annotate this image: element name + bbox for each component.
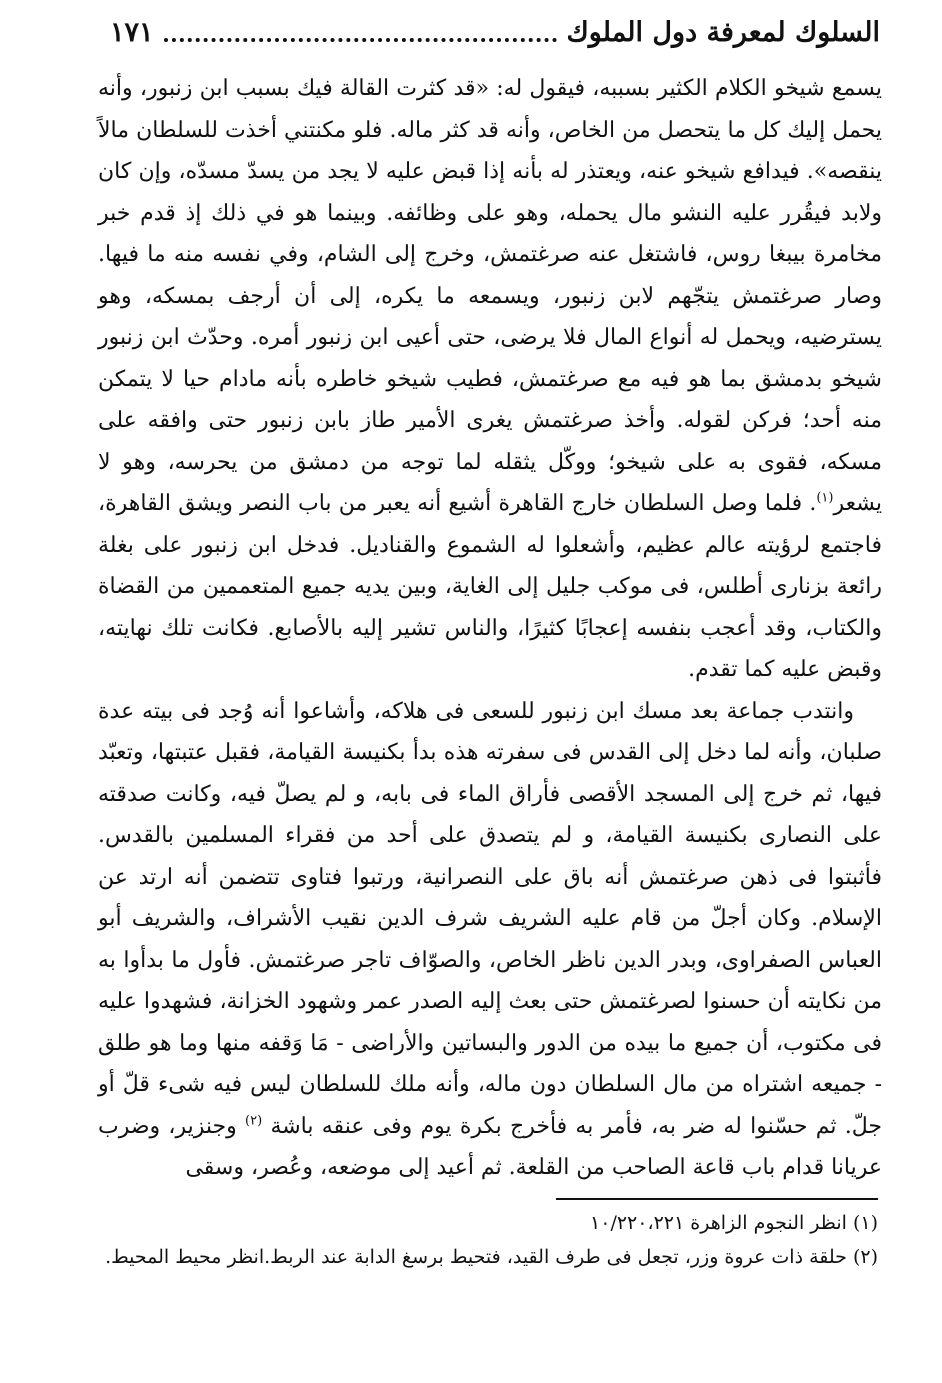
- paragraph-1-text: يسمع شيخو الكلام الكثير بسببه، فيقول له: «قد كثرت القالة فيك بسبب ابن زنبور، وأنه يحمل إليك كل ما يتحصل من الخاص، وأنه قد كثر ماله. فلو مكنتني أخذت للسلطان مالاً ينقصه». فيدافع شيخو عنه، ويعتذر له بأنه إذا قبض عليه لا يجد من يسدّ مسدّه، وإن كان ولابد فيقُرر عليه النشو مال يحمله، وهو على وظائفه. وبينما هو في ذلك إذ قدم خبر مخامرة بيبغا روس، فاشتغل عنه صرغتمش، وخرج إلى الشام، وفي نفسه منه ما فيها. وصار صرغتمش يتجّهم لابن زنبور، ويسمعه ما يكره، إلى أن أرجف بمسكه، وهو يسترضيه، ويحمل له أنواع المال فلا يرضى، حتى أعيى ابن زنبور أمره. وحدّث ابن زنبور شيخو بدمشق بما هو فيه مع صرغتمش، فطيب شيخو خاطره بأنه مادام حيا لا يتمكن منه أحد؛ فركن لقوله. وأخذ صرغتمش يغرى الأمير طاز بابن زنبور حتى وافقه على مسكه، فقوى به على شيخو؛ ووكّل يثقله لما توجه من دمشق من يحرسه، وهو لا يشعر: [98, 76, 882, 516]
- paragraph-2b-text: وجنزير، وضرب عريانا قدام باب قاعة الصاحب من القلعة. ثم أعيد إلى موضعه، وعُصر، وسقى: [98, 1113, 882, 1180]
- paragraph-1b-text: فلما وصل السلطان خارج القاهرة أشيع أنه يعبر من باب النصر ويشق القاهرة، فاجتمع لرؤيته عالم عظيم، وأشعلوا له الشموع والقناديل. فدخل ابن زنبور على بغلة رائعة بزنارى أطلس، فى موكب جليل إلى الغاية، وبين يديه جميع المتعممين من القضاة والكتاب، وقد أعجب بنفسه إعجابًا كثيرًا، والناس تشير إليه بالأصابع. فكانت تلك نهايته، وقبض عليه كما تقدم.: [98, 491, 882, 682]
- header-dot-leader: [164, 38, 557, 42]
- paragraph-2: [98, 691, 882, 1189]
- footnote-separator: [556, 1198, 878, 1200]
- footnote-2: (٢) حلقة ذات عروة وزر، تجعل فى طرف القيد، فتحيط برسغ الدابة عند الربط.انظر محيط المحيط.: [105, 1246, 878, 1268]
- page-number: ١٧١: [110, 16, 154, 48]
- footnote-1: (١) انظر النجوم الزاهرة ١٠/٢٢٠،٢٢١: [590, 1212, 878, 1234]
- footnotes: [98, 1206, 878, 1274]
- main-text: [98, 68, 882, 1189]
- footnote-marker-2: (٢): [245, 1113, 263, 1129]
- paragraph-2-text: وانتدب جماعة بعد مسك ابن زنبور للسعى فى هلاكه، وأشاعوا أنه وُجد فى بيته عدة صلبان، وأنه لما دخل إلى القدس فى سفرته هذه بدأ بكنيسة القيامة، فقبل عتبتها، وتعبّد فيها، ثم خرج إلى المسجد الأقصى فأراق الماء فى بابه، و لم يصلّ فيه، وكانت صدقته على النصارى بكنيسة القيامة، و لم يتصدق على أحد من فقراء المسلمين بالقدس. فأثبتوا فى ذهن صرغتمش أنه باق على النصرانية، ورتبوا فتاوى تتضمن أنه ارتد عن الإسلام. وكان أجلّ من قام عليه الشريف شرف الدين نقيب الأشراف، والشريف أبو العباس الصفراوى، وبدر الدين ناظر الخاص، والصوّاف تاجر صرغتمش. فأول ما بدأوا به من نكايته أن حسنوا لصرغتمش حتى بعث إليه الصدر عمر وشهود الخزانة، فشهدوا عليه فى مكتوب، أن جميع ما بيده من الدور والبساتين والأراضى - مَا وَقفه منها وما هو طلق - جميعه اشتراه من مال السلطان دون ماله، وأنه ملك للسلطان ليس فيه شىء قلّ أو جلّ. ثم حسّنوا له ضر به، فأمر به فأخرج بكرة يوم وفى عنقه باشة: [98, 698, 882, 1139]
- footnote-marker-1: (١): [816, 490, 834, 506]
- running-header: [110, 10, 880, 54]
- book-title: السلوك لمعرفة دول الملوك: [566, 16, 880, 48]
- paragraph-1: يسمع شيخو الكلام الكثير بسببه، فيقول له: «قد كثرت القالة فيك بسبب ابن زنبور، وأنه يحمل إليك كل ما يتحصل من الخاص، وأنه قد كثر ماله. فلو مكنتني أخذت للسلطان مالاً ينقصه». فيدافع شيخو عنه، ويعتذر له بأنه إذا قبض عليه لا يجد من يسدّ مسدّه، وإن كان ولابد فيقُرر عليه النشو مال يحمله، وهو على وظائفه. وبينما هو في ذلك إذ قدم خبر مخامرة بيبغا روس، فاشتغل عنه صرغتمش، وخرج إلى الشام، وفي نفسه منه ما فيها. وصار صرغتمش يتجّهم لابن زنبور، ويسمعه ما يكره، إلى أن أرجف بمسكه، وهو يسترضيه، ويحمل له أنواع المال فلا يرضى، حتى أعيى ابن زنبور أمره. وحدّث ابن زنبور شيخو بدمشق بما هو فيه مع صرغتمش، فطيب شيخو خاطره بأنه مادام حيا لا يتمكن منه أحد؛ فركن لقوله. وأخذ صرغتمش يغرى الأمير طاز بابن زنبور حتى وافقه على مسكه، فقوى به على شيخو؛ ووكّل يثقله لما توجه من دمشق من يحرسه، وهو لا يشعر$^{(١)}$. فلما وصل السلطان خارج القاهرة أشيع أنه يعبر من باب النصر ويشق القاهرة، فاجتمع لرؤيته عالم عظيم، وأشعلوا له الشموع والقناديل. فدخل ابن زنبور على بغلة رائعة بزنارى أطلس، فى موكب جليل إلى الغاية، وبين يديه جميع المتعممين من القضاة والكتاب، وقد أعجب بنفسه إعجابًا كثيرًا، والناس تشير إليه بالأصابع. فكانت تلك نهايته، وقبض عليه كما تقدم.: [98, 76, 882, 682]
